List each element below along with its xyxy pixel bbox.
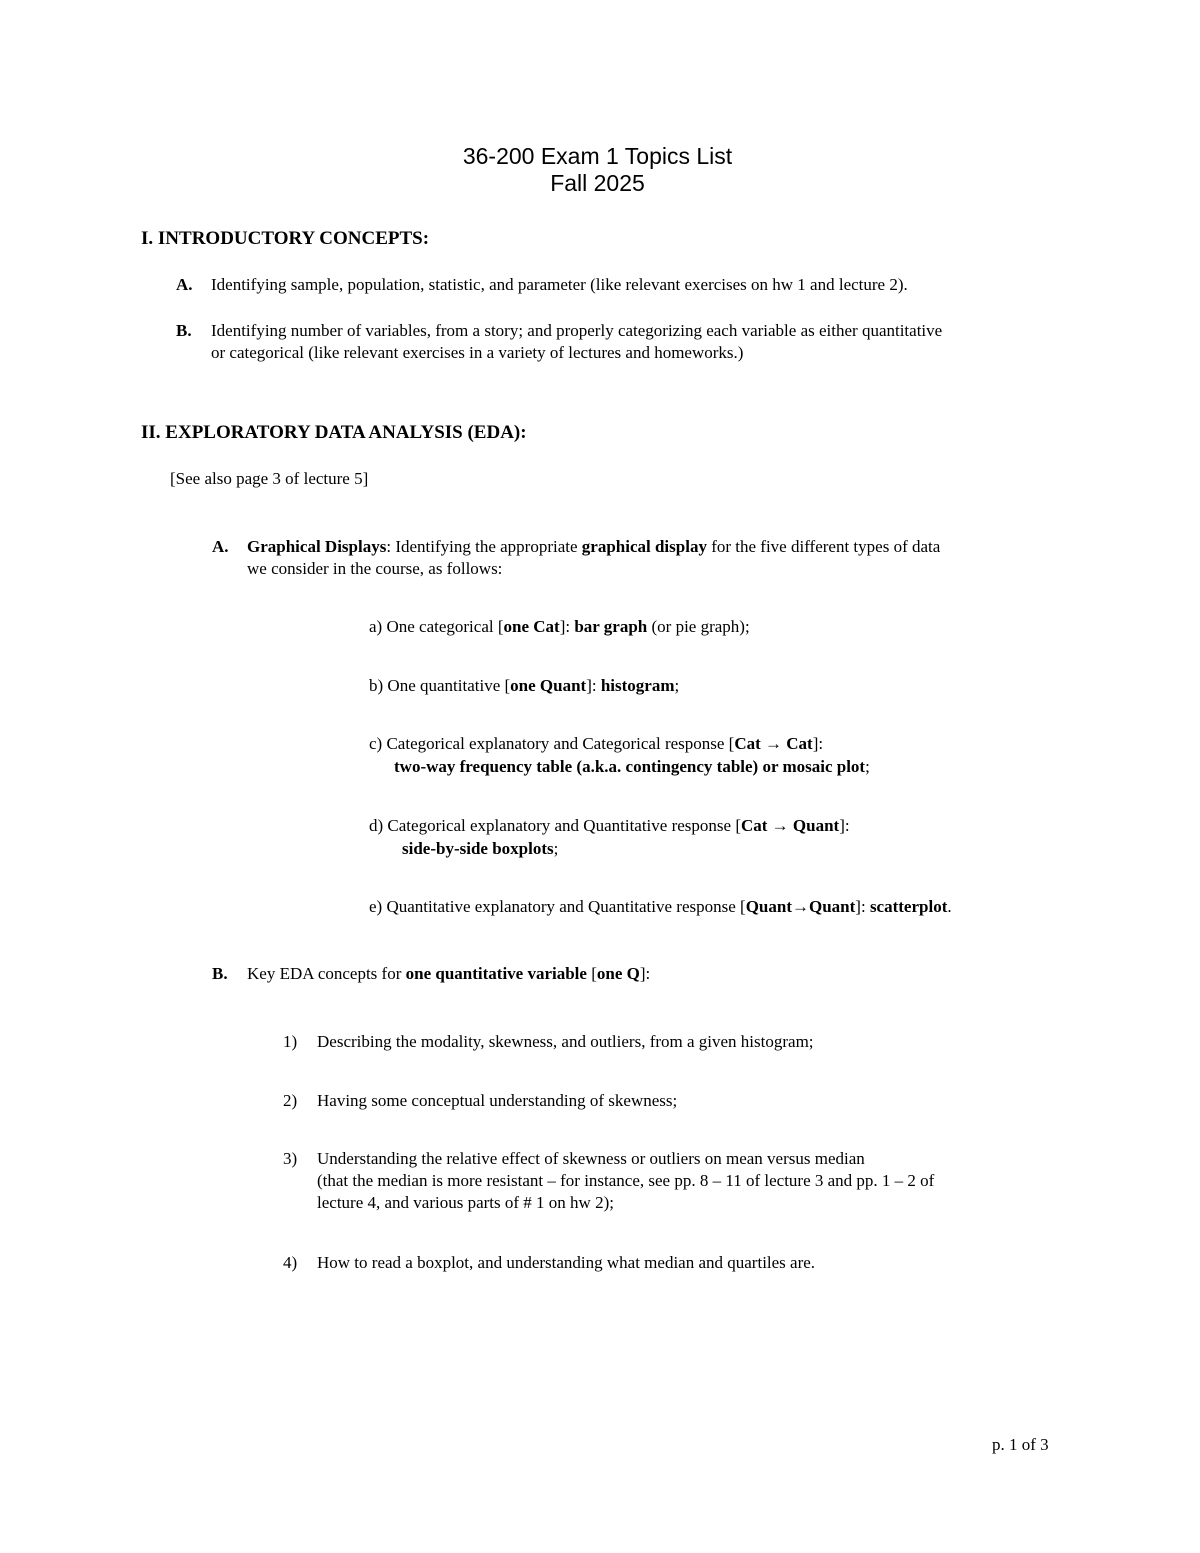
section-2-item-a-letter: A. [212,537,229,556]
section-2-title: EXPLORATORY DATA ANALYSIS (EDA): [165,422,527,443]
section-2-note: [See also page 3 of lecture 5] [170,469,369,488]
concept-4-number: 4) [283,1253,298,1272]
display-item-d-line2: side-by-side boxplots; [402,839,559,858]
display-item-b: b) One quantitative [one Quant]: histogram; [369,676,680,695]
section-1-title: INTRODUCTORY CONCEPTS: [157,228,430,249]
section-1-numeral: I. [141,228,154,249]
section-2-heading [141,422,527,444]
page-subtitle: Fall 2025 [550,170,645,196]
section-1-item-a-text: Identifying sample, population, statistic, and parameter (like relevant exercises on hw 1 and lecture 2). [211,275,908,294]
display-item-e: e) Quantitative explanatory and Quantitative response [Quant→Quant]: scatterplot. [369,897,952,916]
section-1-item-a-letter: A. [176,275,193,294]
section-1-item-b-line2: or categorical (like relevant exercises in a variety of lectures and homeworks.) [211,343,744,362]
concept-2-text: Having some conceptual understanding of skewness; [317,1091,678,1110]
page-title: 36-200 Exam 1 Topics List [462,143,733,169]
display-item-d: d) Categorical explanatory and Quantitative response [Cat → Quant]: [369,816,850,835]
section-2-item-a-line2: we consider in the course, as follows: [247,559,503,578]
section-2-numeral: II. [141,422,161,443]
concept-2-number: 2) [283,1091,298,1110]
section-1-item-b-letter: B. [176,321,192,340]
display-item-c-line2: two-way frequency table (a.k.a. contingency table) or mosaic plot; [394,757,870,776]
display-item-a: a) One categorical [one Cat]: bar graph (or pie graph); [369,617,750,636]
section-1-heading [141,228,429,250]
concept-1-text: Describing the modality, skewness, and outliers, from a given histogram; [317,1032,814,1051]
concept-1-number: 1) [283,1032,298,1051]
section-1-item-b-line1: Identifying number of variables, from a story; and properly categorizing each variable as either quantitative [211,321,943,340]
section-2-item-a-line1: Graphical Displays: Identifying the appropriate graphical display for the five different types of data [247,537,941,556]
section-2-item-b-letter: B. [212,964,228,983]
section-2-item-b-text: Key EDA concepts for one quantitative variable [one Q]: [247,964,651,983]
concept-3-line1: Understanding the relative effect of skewness or outliers on mean versus median [317,1149,865,1168]
display-item-c: c) Categorical explanatory and Categorical response [Cat → Cat]: [369,734,824,753]
concept-3-line3: lecture 4, and various parts of # 1 on hw 2); [317,1193,614,1212]
page-number: p. 1 of 3 [992,1435,1049,1454]
concept-3-line2: (that the median is more resistant – for instance, see pp. 8 – 11 of lecture 3 and pp. 1 – 2 of [317,1171,935,1190]
concept-3-number: 3) [283,1149,298,1168]
concept-4-text: How to read a boxplot, and understanding what median and quartiles are. [317,1253,816,1272]
